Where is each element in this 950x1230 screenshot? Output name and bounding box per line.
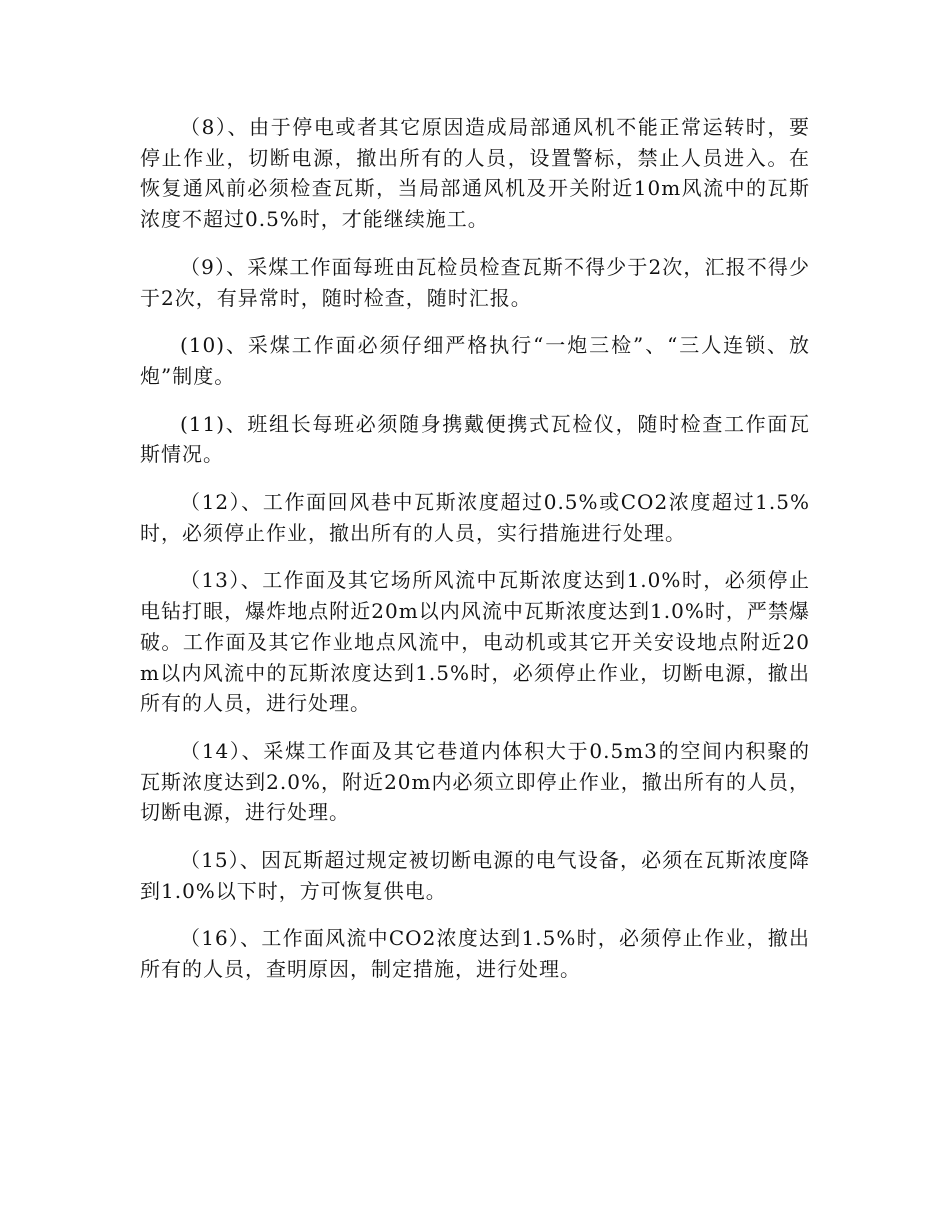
paragraph-15: （15）、因瓦斯超过规定被切断电源的电气设备，必须在瓦斯浓度降到1.0%以下时，方可恢复供电。: [140, 848, 810, 903]
paragraph-12: （12）、工作面回风巷中瓦斯浓度超过0.5%或CO2浓度超过1.5%时，必须停止作业，撤出所有的人员，实行措施进行处理。: [140, 490, 810, 545]
paragraph-16: （16）、工作面风流中CO2浓度达到1.5%时，必须停止作业，撤出所有的人员，查明原因，制定措施，进行处理。: [140, 926, 810, 982]
paragraph-13: （13）、工作面及其它场所风流中瓦斯浓度达到1.0%时，必须停止电钻打眼，爆炸地点附近20m以内风流中瓦斯浓度达到1.0%时，严禁爆破。工作面及其它作业地点风流中，电动机或其它开关安设地点附近20m以内风流中的瓦斯浓度达到1.5%时，必须停止作业，切断电源，撤出所有的人员，进行处理。: [140, 568, 810, 716]
paragraph-9: （9）、采煤工作面每班由瓦检员检查瓦斯不得少于2次，汇报不得少于2次，有异常时，随时检查，随时汇报。: [140, 254, 810, 310]
document-body: [140, 112, 810, 1002]
paragraph-10: (10)、采煤工作面必须仔细严格执行“一炮三检”、“三人连锁、放炮”制度。: [140, 333, 810, 388]
paragraph-11: (11)、班组长每班必须随身携戴便携式瓦检仪，随时检查工作面瓦斯情况。: [140, 411, 810, 467]
paragraph-8: （8）、由于停电或者其它原因造成局部通风机不能正常运转时，要停止作业，切断电源，撤出所有的人员，设置警标，禁止人员进入。在恢复通风前必须检查瓦斯，当局部通风机及开关附近10m风流中的瓦斯浓度不超过0.5%时，才能继续施工。: [140, 115, 810, 232]
paragraph-14: （14）、采煤工作面及其它巷道内体积大于0.5m3的空间内积聚的瓦斯浓度达到2.0%，附近20m内必须立即停止作业，撤出所有的人员，切断电源，进行处理。: [140, 738, 810, 825]
